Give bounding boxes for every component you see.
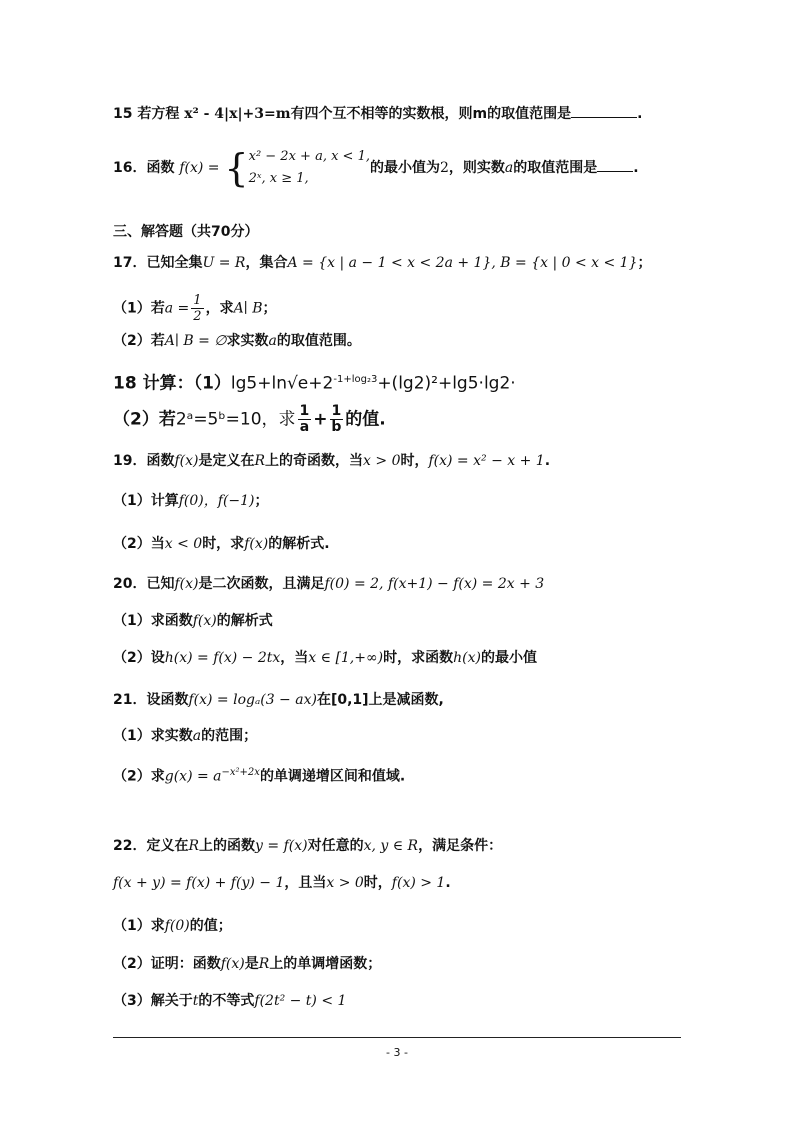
- fraction-1-over-a: $\frac{1}{a}$: [299, 403, 310, 435]
- question-16: 16．函数 f(x) = { x² − 2x + a, x < 1, 2ˣ, x ≥ 1, 的最小值为2，则实数a的取值范围是 .: [113, 146, 639, 190]
- section-title: 三、解答题（共70分）: [113, 224, 259, 240]
- question-17-part-1: （1）若a = $\frac{1}{2}$ ，求A∣ B；: [113, 293, 277, 324]
- question-22-condition: f(x + y) = f(x) + f(y) − 1，且当x > 0时，f(x) > 1.: [113, 875, 451, 891]
- question-22: 22．定义在R上的函数y = f(x)对任意的x, y ∈ R，满足条件：: [113, 838, 503, 854]
- question-22-part-3: （3）解关于t的不等式f(2t² − t) < 1: [113, 993, 347, 1009]
- question-18-part-2: （2）若2ᵃ=5ᵇ=10，求 $\frac{1}{a}$ + $\frac{1}{b}$ 的值.: [113, 403, 386, 435]
- question-20-part-2: （2）设h(x) = f(x) − 2tx，当x ∈ [1,+∞)时，求函数h(x)的最小值: [113, 650, 537, 666]
- question-20-part-1: （1）求函数f(x)的解析式: [113, 613, 273, 629]
- question-19: 19．函数f(x)是定义在R上的奇函数，当x > 0时，f(x) = x² − x + 1.: [113, 453, 551, 469]
- answer-blank-15[interactable]: [571, 103, 637, 118]
- question-18: 18 计算：$(1)\lg 5+\ln√e+2^{-1+log_23}+(\lg 2)^2+\lg 5\cdot\lg 2\cdot$: [113, 373, 516, 394]
- question-20: 20．已知f(x)是二次函数，且满足f(0) = 2, f(x+1) − f(x) = 2x + 3: [113, 576, 545, 592]
- question-22-part-1: （1）求f(0)的值；: [113, 918, 232, 934]
- question-15: 15 若方程 x² - 4|x|+3=m有四个互不相等的实数根，则m的取值范围是 .: [113, 103, 642, 124]
- answer-blank-16[interactable]: [597, 157, 633, 172]
- question-21-part-2: （2）求$g(x) = a^{-x^2+2x}$的单调递增区间和值域.: [113, 767, 406, 785]
- question-19-part-1: （1）计算f(0)，f(−1)；: [113, 493, 269, 509]
- question-17-part-2: （2）若A∣ B = ∅求实数a的取值范围。: [113, 333, 361, 349]
- question-17: 17．已知全集U = R，集合A = {x | a − 1 < x < 2a + 1}, B = {x | 0 < x < 1}；: [113, 255, 652, 271]
- question-21-part-1: （1）求实数a的范围；: [113, 728, 258, 744]
- footer-divider: [113, 1037, 681, 1038]
- question-19-part-2: （2）当x < 0时，求f(x)的解析式.: [113, 536, 330, 552]
- page-number: - 3 -: [386, 1046, 408, 1059]
- piecewise-cases: x² − 2x + a, x < 1, 2ˣ, x ≥ 1,: [248, 149, 370, 186]
- fraction-one-half: $\frac{1}{2}$: [193, 293, 202, 324]
- question-21: 21．设函数f(x) = logₐ(3 − ax)在[0,1]上是减函数,: [113, 692, 444, 708]
- question-22-part-2: （2）证明：函数f(x)是R上的单调增函数；: [113, 956, 382, 972]
- fraction-1-over-b: $\frac{1}{b}$: [331, 403, 342, 435]
